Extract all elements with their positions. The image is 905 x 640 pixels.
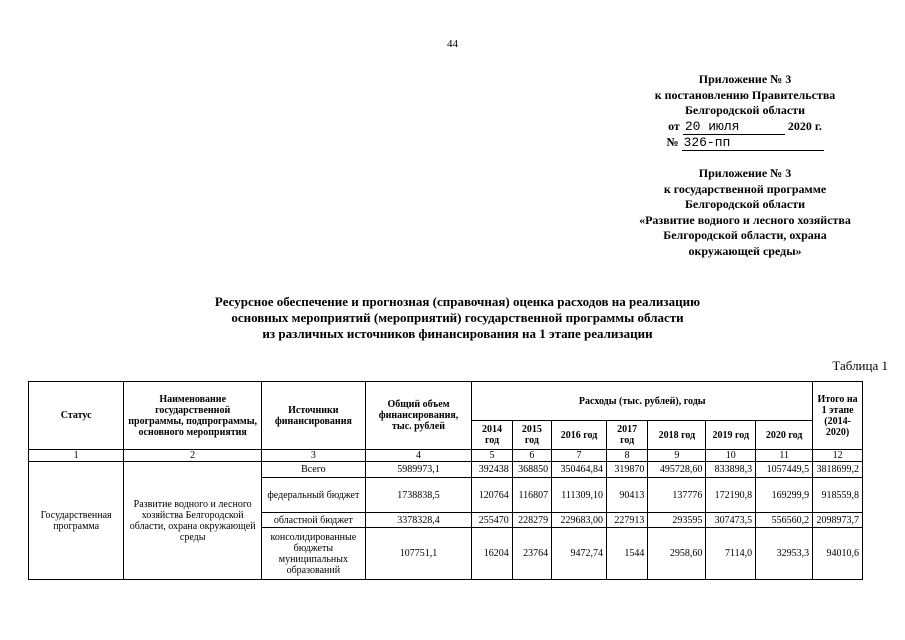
stage-total-cell: 2098973,7 <box>813 513 863 528</box>
table-header-row <box>29 382 863 421</box>
source-cell: Всего <box>262 462 366 478</box>
header-expenses: Расходы (тыс. рублей), годы <box>472 382 813 421</box>
year-value-cell: 1544 <box>606 528 647 580</box>
year-value-cell: 1057449,5 <box>756 462 813 478</box>
header-name: Наименование государственной программы, подпрограммы, основного мероприятия <box>124 382 262 450</box>
source-cell: федеральный бюджет <box>262 478 366 513</box>
column-number: 4 <box>365 450 472 462</box>
decree-appendix-block <box>630 72 860 151</box>
document-title-line: Ресурсное обеспечение и прогнозная (справочная) оценка расходов на реализацию <box>214 294 701 309</box>
decree-date-line <box>630 119 860 135</box>
header-year: 2020 год <box>756 421 813 450</box>
decree-date-suffix: 2020 г. <box>787 118 822 133</box>
year-value-cell: 111309,10 <box>552 478 607 513</box>
stage-total-cell: 918559,8 <box>813 478 863 513</box>
header-sources: Источники финансирования <box>262 382 366 450</box>
year-value-cell: 556560,2 <box>756 513 813 528</box>
total-cell: 107751,1 <box>365 528 472 580</box>
header-year: 2014 год <box>472 421 512 450</box>
year-value-cell: 90413 <box>606 478 647 513</box>
program-appendix-line: к государственной программе <box>663 181 827 196</box>
column-number: 10 <box>706 450 756 462</box>
source-cell: консолидированные бюджеты муниципальных образований <box>262 528 366 580</box>
column-number: 11 <box>756 450 813 462</box>
header-year: 2017 год <box>606 421 647 450</box>
header-year: 2015 год <box>512 421 551 450</box>
year-value-cell: 16204 <box>472 528 512 580</box>
program-appendix-line: Белгородской области <box>684 197 806 211</box>
status-cell: Государственная программа <box>29 462 124 580</box>
column-number: 5 <box>472 450 512 462</box>
header-year: 2016 год <box>552 421 607 450</box>
financing-table <box>28 381 863 580</box>
page-number: 44 <box>447 38 458 50</box>
year-value-cell: 368850 <box>512 462 551 478</box>
table-row <box>29 462 863 478</box>
year-value-cell: 32953,3 <box>756 528 813 580</box>
column-number: 3 <box>262 450 366 462</box>
year-value-cell: 169299,9 <box>756 478 813 513</box>
document-title-line: основных мероприятий (мероприятий) государственной программы области <box>231 310 684 325</box>
program-appendix-title: Приложение № 3 <box>698 166 792 180</box>
program-appendix-line: окружающей среды» <box>688 243 802 258</box>
table-label: Таблица 1 <box>832 358 888 373</box>
header-year: 2018 год <box>648 421 706 450</box>
year-value-cell: 137776 <box>648 478 706 513</box>
year-value-cell: 228279 <box>512 513 551 528</box>
source-cell: областной бюджет <box>262 513 366 528</box>
column-number: 1 <box>29 450 124 462</box>
year-value-cell: 229683,00 <box>552 513 607 528</box>
document-title <box>150 294 765 342</box>
year-value-cell: 319870 <box>606 462 647 478</box>
total-cell: 1738838,5 <box>365 478 472 513</box>
column-number: 6 <box>512 450 551 462</box>
year-value-cell: 293595 <box>648 513 706 528</box>
program-name-cell: Развитие водного и лесного хозяйства Белгородской области, охрана окружающей среды <box>124 462 262 580</box>
year-value-cell: 23764 <box>512 528 551 580</box>
column-number: 12 <box>813 450 863 462</box>
year-value-cell: 227913 <box>606 513 647 528</box>
year-value-cell: 833898,3 <box>706 462 756 478</box>
year-value-cell: 120764 <box>472 478 512 513</box>
header-total: Общий объем финансирования, тыс. рублей <box>365 382 472 450</box>
year-value-cell: 392438 <box>472 462 512 478</box>
column-number: 2 <box>124 450 262 462</box>
program-appendix-block <box>610 166 880 259</box>
stage-total-cell: 94010,6 <box>813 528 863 580</box>
total-cell: 5989973,1 <box>365 462 472 478</box>
program-appendix-line: Белгородской области, охрана <box>663 228 827 242</box>
year-value-cell: 255470 <box>472 513 512 528</box>
header-status: Статус <box>29 382 124 450</box>
total-cell: 3378328,4 <box>365 513 472 528</box>
program-appendix-line: «Развитие водного и лесного хозяйства <box>639 212 851 227</box>
year-value-cell: 495728,60 <box>648 462 706 478</box>
year-value-cell: 7114,0 <box>706 528 756 580</box>
year-value-cell: 350464,84 <box>552 462 607 478</box>
year-value-cell: 172190,8 <box>706 478 756 513</box>
decree-number-prefix: № <box>666 134 679 149</box>
stage-total-cell: 3818699,2 <box>813 462 863 478</box>
decree-appendix-line: Белгородской области <box>684 103 806 117</box>
year-value-cell: 307473,5 <box>706 513 756 528</box>
header-stage-total: Итого на 1 этапе (2014-2020) <box>813 382 863 450</box>
column-number: 7 <box>552 450 607 462</box>
decree-date-field: 20 июля <box>683 120 785 135</box>
column-number: 8 <box>606 450 647 462</box>
column-number-row <box>29 450 863 462</box>
decree-number-line <box>630 135 860 151</box>
decree-appendix-title: Приложение № 3 <box>698 72 792 86</box>
year-value-cell: 2958,60 <box>648 528 706 580</box>
header-year: 2019 год <box>706 421 756 450</box>
column-number: 9 <box>648 450 706 462</box>
decree-date-prefix: от <box>668 118 680 133</box>
year-value-cell: 9472,74 <box>552 528 607 580</box>
decree-appendix-line: к постановлению Правительства <box>654 87 836 102</box>
decree-number-field: 326-пп <box>682 136 824 151</box>
document-title-line: из различных источников финансирования на 1 этапе реализации <box>262 326 653 341</box>
year-value-cell: 116807 <box>512 478 551 513</box>
